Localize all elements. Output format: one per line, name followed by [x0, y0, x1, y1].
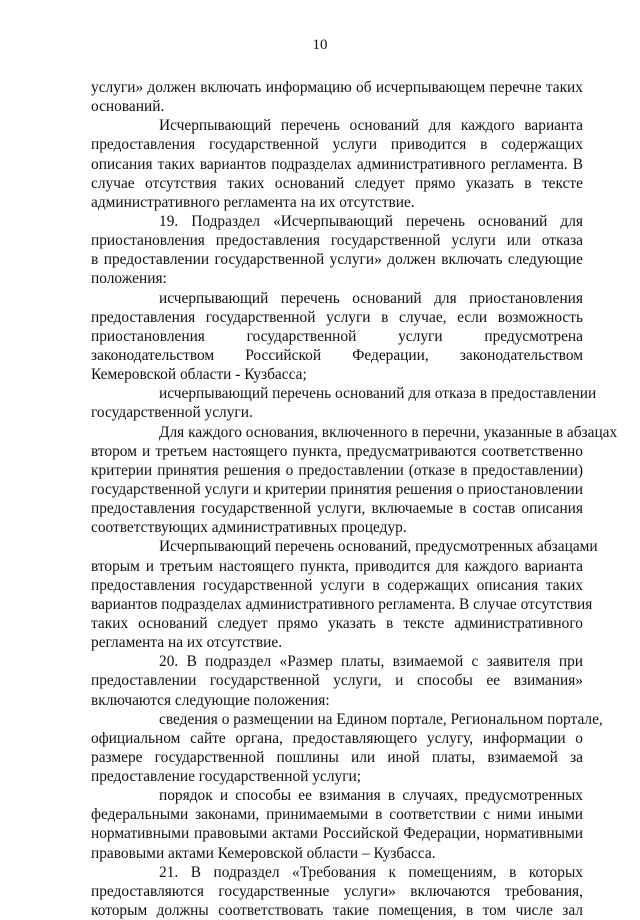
- text-line: предоставление государственной услуги;: [91, 768, 362, 786]
- text-line: предоставления государственной услуги, включаемые в состав описания: [91, 500, 583, 518]
- text-line: размере государственной пошлины или иной платы, взимаемой за: [91, 748, 583, 766]
- text-line: исчерпывающий перечень оснований для приостановления: [159, 289, 583, 307]
- text-line: предоставляются государственные услуги» включаются требования,: [91, 882, 583, 900]
- text-line: Кемеровской области - Кузбасса;: [91, 366, 307, 384]
- text-line: вторым и третьим настоящего пункта, приводится для каждого варианта: [91, 557, 583, 575]
- text-line: включаются следующие положения:: [91, 691, 330, 709]
- text-line: случае отсутствия таких оснований следует прямо указать в тексте: [91, 174, 583, 192]
- text-line: предоставлении государственной услуги, и способы ее взимания»: [91, 672, 583, 690]
- text-line: административного регламента на их отсутствие.: [91, 193, 415, 211]
- text-line: нормативными правовыми актами Российской Федерации, нормативными: [91, 825, 583, 843]
- text-line: 20. В подраздел «Размер платы, взимаемой с заявителя при: [159, 653, 583, 671]
- text-line: описания таких вариантов подразделах административного регламента. В: [91, 155, 583, 173]
- text-line: приостановления государственной услуги предусмотрена: [91, 327, 583, 345]
- text-line: сведения о размещении на Едином портале, Региональном портале,: [159, 710, 603, 728]
- text-line: предоставления государственной услуги в случае, если возможность: [91, 308, 583, 326]
- text-line: порядок и способы ее взимания в случаях, предусмотренных: [159, 787, 583, 805]
- text-line: правовыми актами Кемеровской области – Кузбасса.: [91, 844, 436, 862]
- text-line: предоставления государственной услуги приводится в содержащих: [91, 136, 583, 154]
- text-line: Для каждого основания, включенного в перечни, указанные в абзацах: [159, 423, 618, 441]
- text-line: государственной услуги и критерии принятия решения о приостановлении: [91, 480, 583, 498]
- text-line: законодательством Российской Федерации, законодательством: [91, 346, 583, 364]
- text-line: федеральными законами, принимаемыми в соответствии с ними иными: [91, 806, 583, 824]
- text-line: Исчерпывающий перечень оснований, предусмотренных абзацами: [159, 538, 598, 556]
- text-line: критерии принятия решения о предоставлении (отказе в предоставлении): [91, 461, 583, 479]
- text-line: 19. Подраздел «Исчерпывающий перечень оснований для: [159, 212, 583, 230]
- text-line: 21. В подраздел «Требования к помещениям, в которых: [159, 863, 583, 881]
- text-line: втором и третьем настоящего пункта, предусматриваются соответственно: [91, 442, 583, 460]
- text-line: исчерпывающий перечень оснований для отказа в предоставлении: [159, 385, 597, 403]
- text-line: оснований.: [91, 98, 165, 116]
- page-number: 10: [312, 37, 328, 53]
- text-line: Исчерпывающий перечень оснований для каждого варианта: [159, 117, 583, 135]
- text-line: которым должны соответствовать такие помещения, в том числе зал: [91, 902, 583, 920]
- text-line: государственной услуги.: [91, 404, 253, 422]
- text-line: официальном сайте органа, предоставляющего услугу, информации о: [91, 729, 583, 747]
- text-line: регламента на их отсутствие.: [91, 634, 283, 652]
- text-line: таких оснований следует прямо указать в тексте административного: [91, 614, 583, 632]
- text-line: в предоставлении государственной услуги» должен включать следующие: [91, 251, 583, 269]
- text-line: приостановления предоставления государственной услуги или отказа: [91, 232, 583, 250]
- text-line: соответствующих административных процедур.: [91, 519, 407, 537]
- document-body: [91, 78, 618, 920]
- text-line: предоставления государственной услуги в содержащих описания таких: [91, 576, 583, 594]
- text-line: положения:: [91, 270, 167, 288]
- text-line: услуги» должен включать информацию об исчерпывающем перечне таких: [91, 79, 583, 96]
- text-line: вариантов подразделах административного регламента. В случае отсутствия: [91, 595, 593, 613]
